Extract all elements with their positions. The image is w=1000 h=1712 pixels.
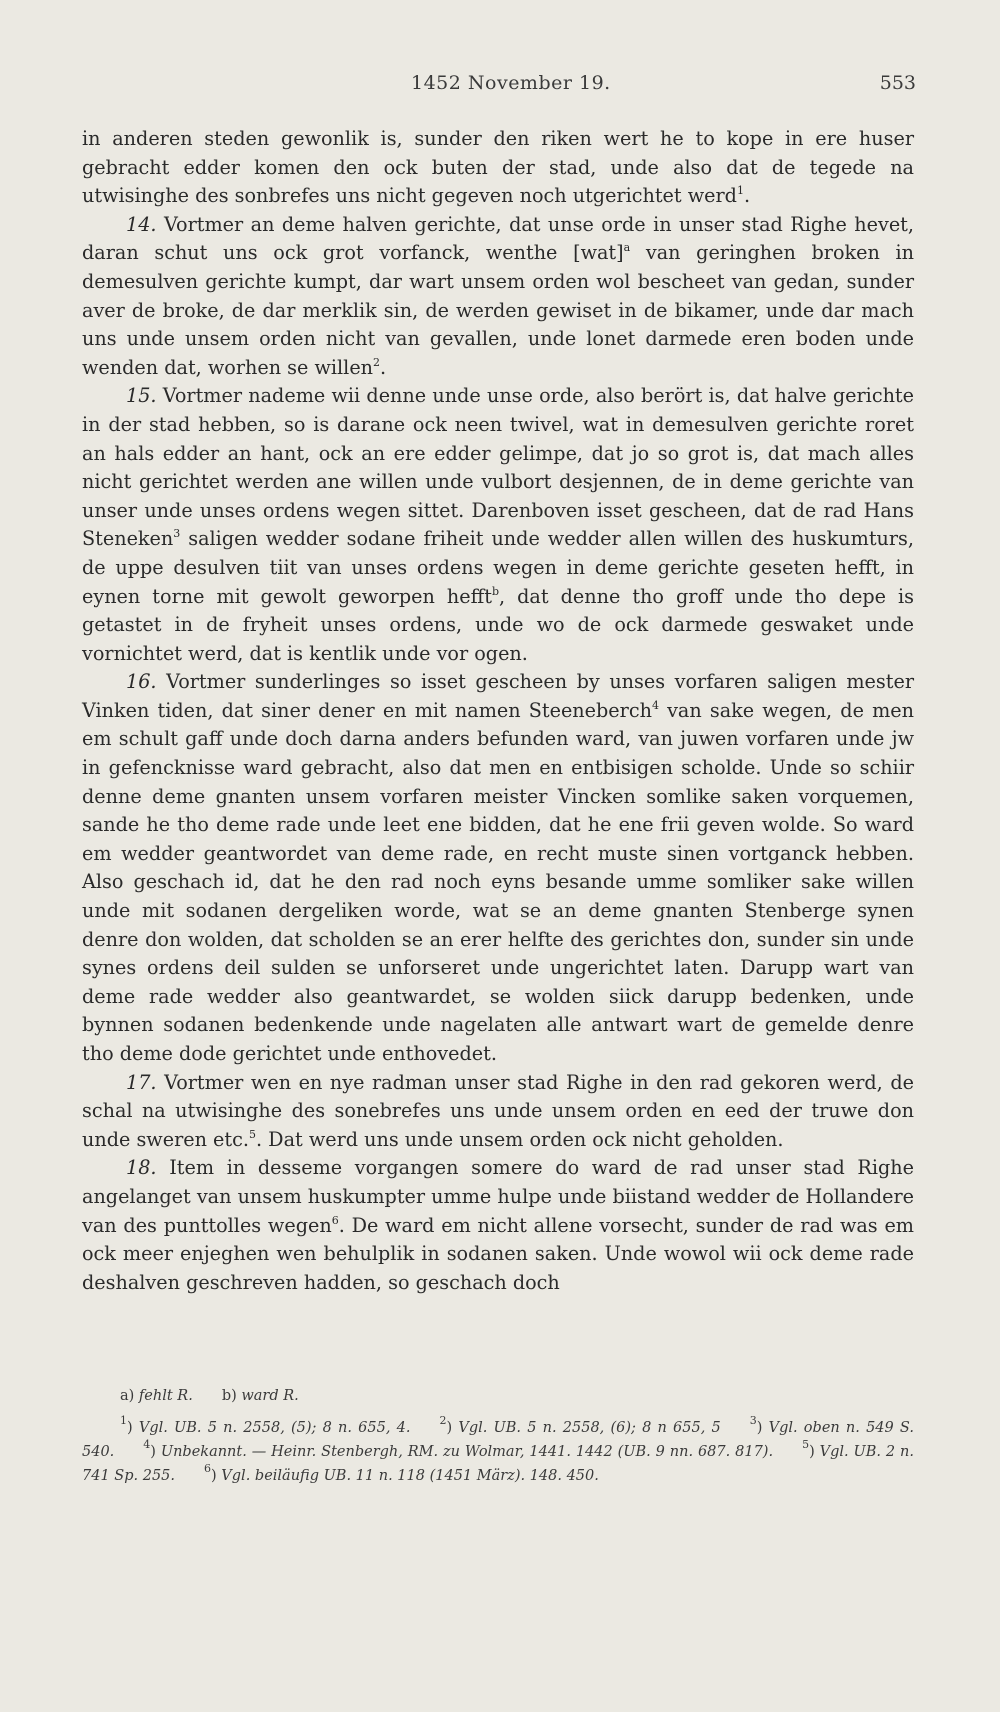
footnote-mark: 4 <box>143 1438 151 1451</box>
footnote-text: Vgl. UB. 5 n. 2558, (5); 8 n. 655, 4. <box>138 1420 411 1436</box>
paragraph-text: van geringhen broken in demesulven gerichte kumpt, dar wart unsem orden wol bescheet van gedan, sunder aver de broke, de dar merklik sin, de werden gewiset in de bikamer, unde dar mach uns unde unsem orden nicht van gevallen, unde lonet darmede eren boden unde wenden dat, worhen se willen <box>82 241 914 379</box>
paragraph-number: 14. <box>126 212 157 236</box>
variant-note-mark: b) <box>221 1388 237 1404</box>
paragraph <box>82 125 914 211</box>
footnote-ref: 6 <box>331 1213 339 1227</box>
paragraph-number: 17. <box>126 1070 157 1094</box>
variant-note-text: fehlt R. <box>138 1388 193 1404</box>
footnote-mark: 5 <box>802 1438 810 1451</box>
paragraph <box>82 211 914 383</box>
footnote-ref: 2 <box>373 355 381 369</box>
paragraph <box>82 668 914 1068</box>
page-number: 553 <box>879 72 916 94</box>
variant-note-text: ward R. <box>241 1388 299 1404</box>
paragraph <box>82 1154 914 1297</box>
paragraph-text: . De ward em nicht allene vorsecht, sunder de rad was em ock meer enjeghen wen behulplik in sodanen saken. Unde wowol wii ock deme rade deshalven geschreven hadden, so geschach doch <box>82 1213 914 1294</box>
footnote-mark: 6 <box>204 1462 212 1475</box>
paragraph-number: 16. <box>126 670 157 694</box>
paragraph-text: Vortmer sunderlinges so isset gescheen by unses vorfaren saligen mester Vinken tiden, dat siner dener en mit namen Steeneberch <box>82 670 914 722</box>
paragraph-text: in anderen steden gewonlik is, sunder den riken wert he to kope in ere huser gebracht edder komen den ock buten der stad, unde also dat de tegede na utwisinghe des sonbrefes uns nicht gegeven noch utgerichtet werd <box>82 127 914 208</box>
paragraph-text: , dat denne tho groff unde tho depe is getastet in de fryheit unses ordens, unde wo de ock darmede geswaket unde vornichtet werd, dat is kentlik unde vor ogen. <box>82 584 914 665</box>
footnote-ref: 4 <box>651 698 659 712</box>
main-text <box>82 125 914 1297</box>
paragraph-text: Vortmer nademe wii denne unde unse orde, also berört is, dat halve gerichte in der stad hebben, so is darane ock neen twivel, wat in demesulven gerichte roret an hals edder an hant, ock an ere edder gelimpe, dat jo so grot is, dat mach alles nicht gerichtet werden ane willen unde vulbort desjennen, de in deme gerichte van unser unde unses ordens wegen sittet. Darenboven isset gescheen, dat de rad Hans Steneken <box>82 384 914 551</box>
running-head-date: 1452 November 19. <box>411 72 611 94</box>
footnote-text: Vgl. oben n. 549 S. 540. <box>82 1420 914 1460</box>
notes-section <box>82 1384 914 1488</box>
paragraph-number: 18. <box>126 1156 157 1180</box>
footnote-mark: 1 <box>120 1414 127 1427</box>
footnote-ref: 5 <box>248 1127 256 1141</box>
footnote-ref: a <box>623 241 631 255</box>
paragraph-text: . Dat werd uns unde unsem orden ock nicht geholden. <box>255 1127 784 1151</box>
footnotes: $^1$) Vgl. UB. 5 n. 2558, (5); 8 n. 655, 4. $^2$) Vgl. UB. 5 n. 2558, (6); 8 n 655, 5 $^3$) Vgl. oben n. 549 S. 540. $^4$) Unbekannt. — Heinr. Stenbergh, RM. zu Wolmar, 1441. 1442 (UB. 9 nn. 687. 817). $^5$) Vgl. UB. 2 n. 741 Sp. 255. $^6$) Vgl. beiläufig UB. 11 n. 118 (1451 März). 148. 450. <box>82 1414 914 1484</box>
footnote-mark: 2 <box>439 1414 447 1427</box>
paragraph <box>82 1069 914 1155</box>
footnote-ref: 1 <box>736 184 744 198</box>
paragraph-text: saligen wedder sodane friheit unde wedder allen willen des huskumturs, de uppe desulven tiit van unses ordens wegen in deme gerichte geseten hefft, in eynen torne mit gewolt geworpen hefft <box>82 527 914 608</box>
paragraph-text: Vortmer an deme halven gerichte, dat unse orde in unser stad Righe hevet, daran schut uns ock grot vorfanck, wenthe [wat] <box>82 212 914 265</box>
paragraph-text: van sake wegen, de men em schult gaff unde doch darna anders befunden ward, van juwen vorfaren unde jw in gefencknisse ward gebracht, also dat men en entbisigen scholde. Unde so schiir denne deme gnanten unsem vorfaren meister Vincken somlike saken vorquemen, sande he tho deme rade unde leet ene bidden, dat he ene frii geven wolde. So ward em wedder geantwordet van deme rade, en recht muste sinen vortganck hebben. Also geschach id, dat he den rad noch eyns besande umme somliker sake willen unde mit sodanen dergeliken worde, wat se an deme gnanten Stenberge synen denre don wolden, dat scholden se an erer helfte des gerichtes don, sunder sin unde synes ordens deil sulden se unforseret unde ungerichtet laten. Darupp wart van deme rade wedder also geantwardet, se wolden siick darupp bedenken, unde bynnen sodanen bedenkende unde nagelaten alle antwart wart de gemelde denre tho deme dode gerichtet unde enthovedet. <box>82 698 914 1065</box>
footnote-text: Vgl. UB. 2 n. 741 Sp. 255. <box>82 1444 914 1484</box>
footnote-text: Unbekannt. — Heinr. Stenbergh, RM. zu Wolmar, 1441. 1442 (UB. 9 nn. 687. 817). <box>160 1444 774 1460</box>
running-head <box>0 66 1000 96</box>
footnote-ref: 3 <box>173 527 181 541</box>
paragraph-text: . <box>743 184 751 208</box>
footnote-ref: b <box>491 584 499 598</box>
paragraph-text: . <box>380 355 387 379</box>
paragraph-number: 15. <box>126 384 157 408</box>
variant-note-mark: a) <box>120 1388 135 1404</box>
paragraph-text: Vortmer wen en nye radman unser stad Righe in den rad gekoren werd, de schal na utwisinghe des sonebrefes uns unde unsem orden en eed der truwe don unde sweren etc. <box>82 1070 914 1151</box>
variant-notes <box>120 1384 914 1408</box>
paragraph <box>82 382 914 668</box>
footnote-text: Vgl. UB. 5 n. 2558, (6); 8 n 655, 5 <box>458 1420 721 1436</box>
footnote-text: Vgl. beiläufig UB. 11 n. 118 (1451 März). 148. 450. <box>221 1468 599 1484</box>
footnote-mark: 3 <box>749 1414 757 1427</box>
paragraph-text: Item in desseme vorgangen somere do ward de rad unser stad Righe angelanget van unsem huskumpter umme hulpe unde biistand wedder de Hollandere van des punttolles wegen <box>82 1156 914 1237</box>
